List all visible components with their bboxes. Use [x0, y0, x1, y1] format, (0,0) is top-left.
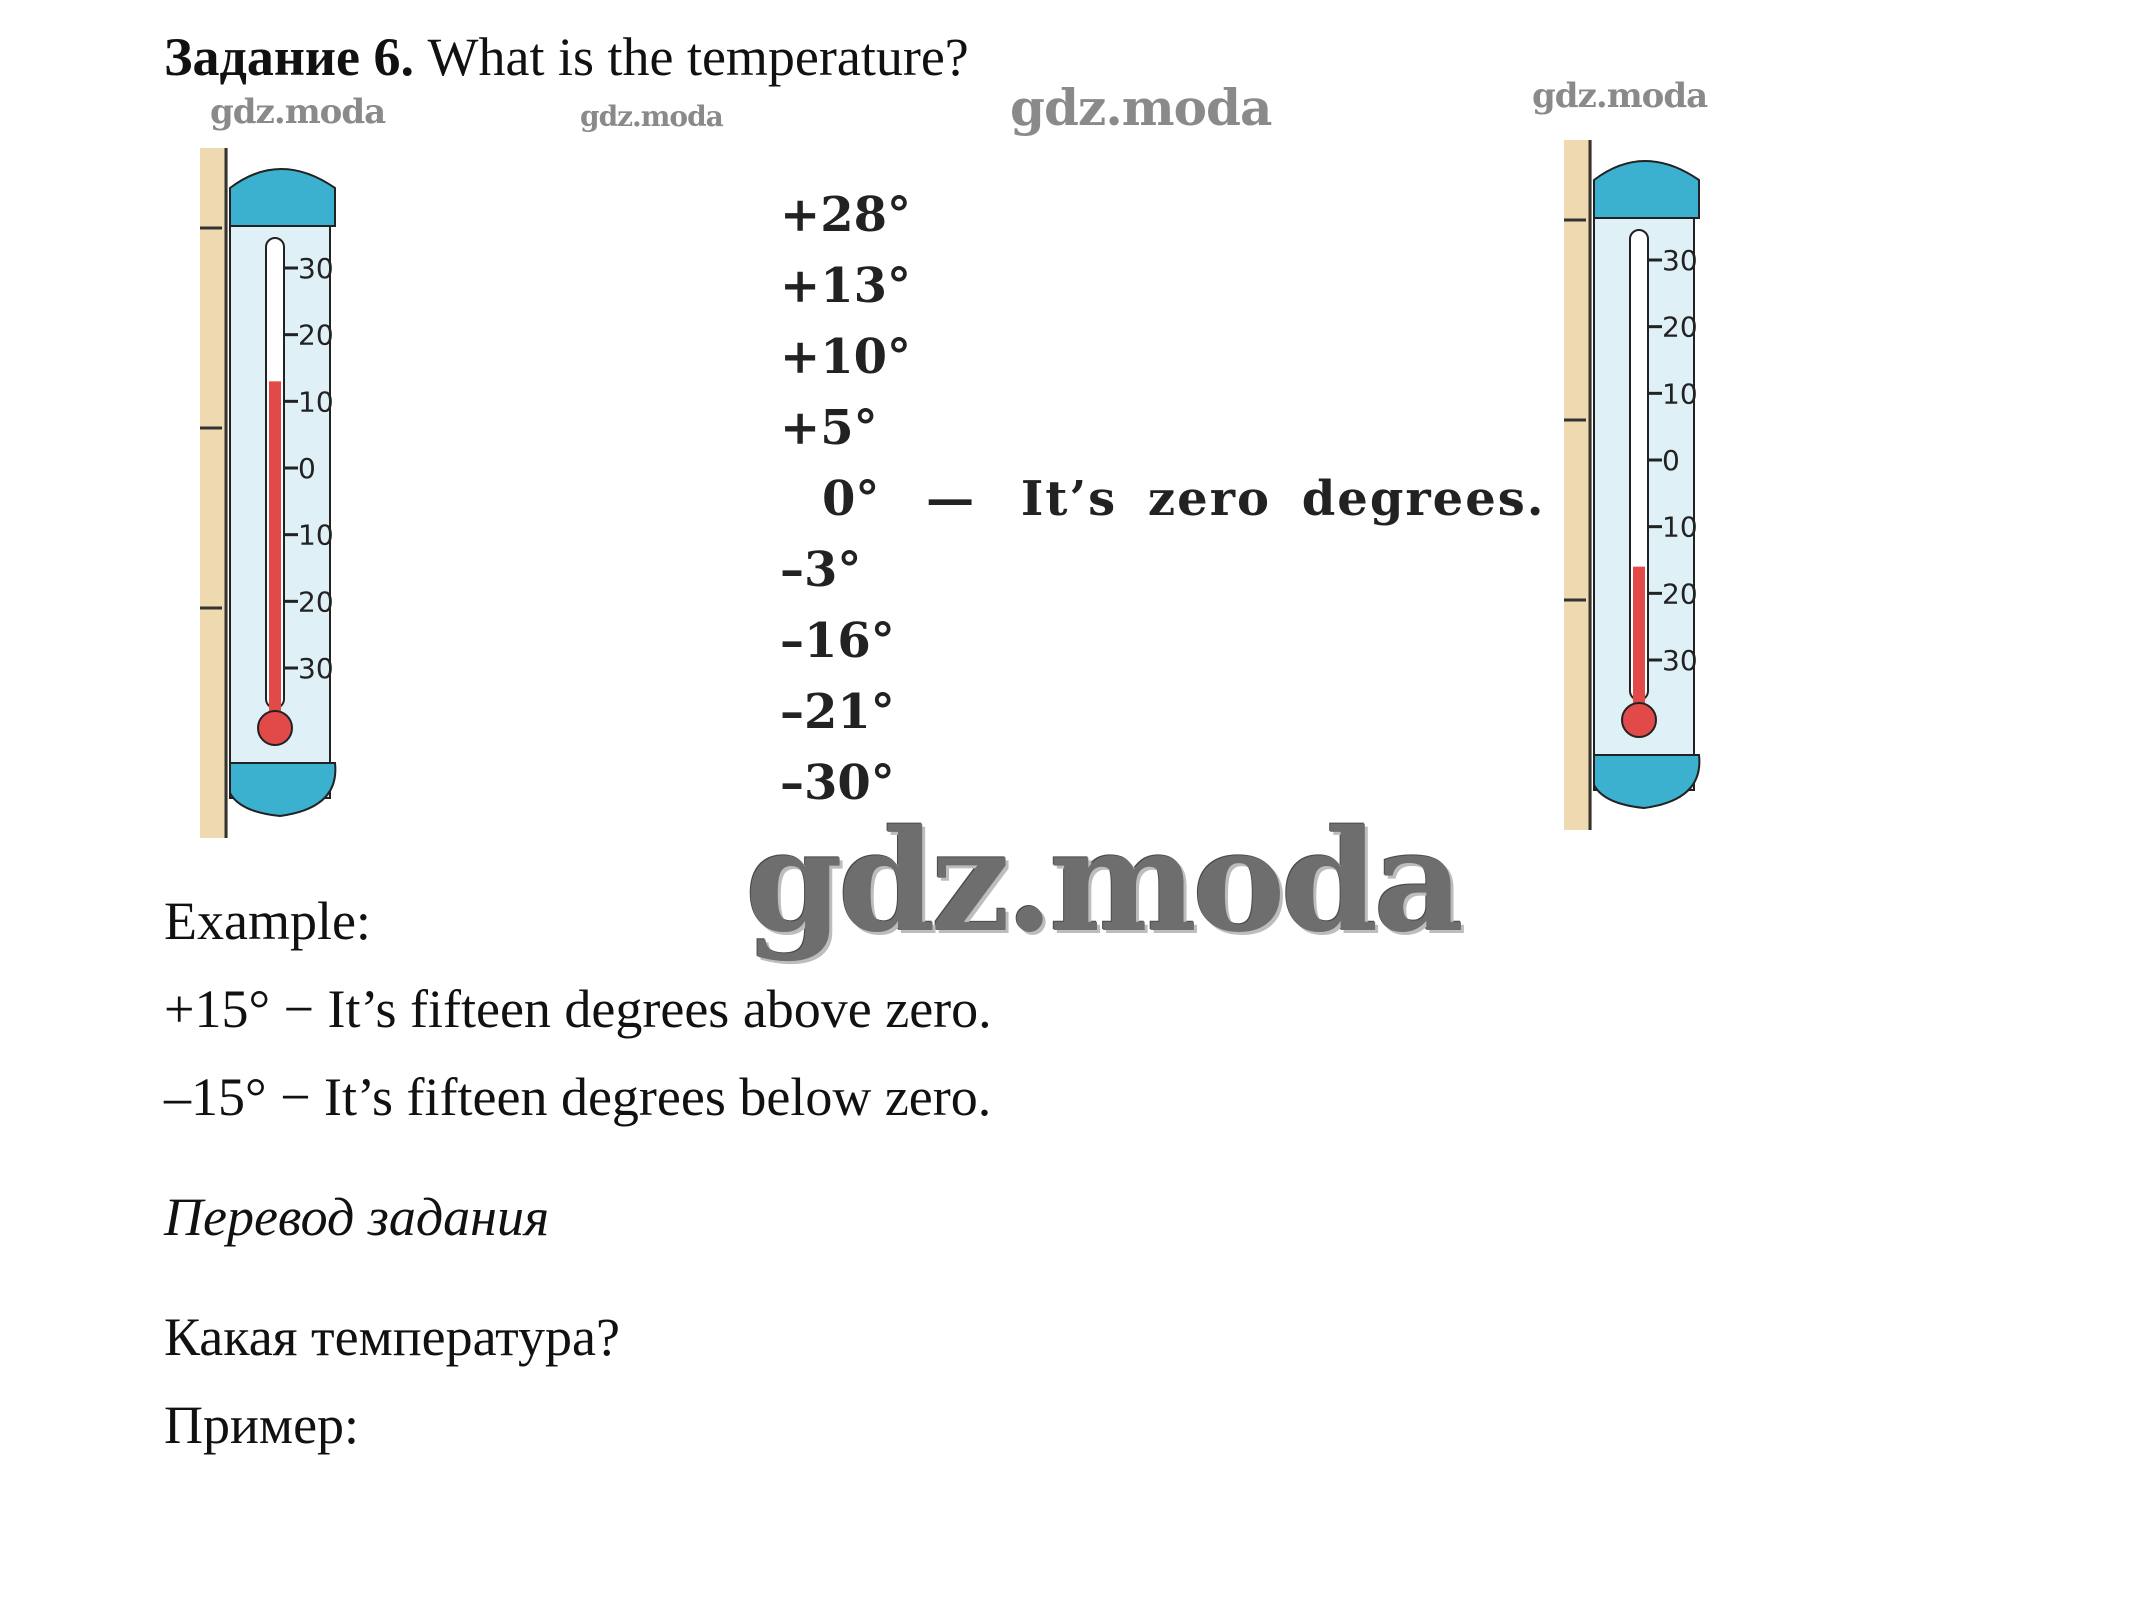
task-question: What is the temperature? [427, 27, 969, 87]
example-line-below: –15° − It’s fifteen degrees below zero. [164, 1067, 992, 1127]
temperature-item [780, 322, 1546, 393]
scale-label: 10 [298, 518, 334, 552]
thermometer-bottom-cap [230, 763, 335, 816]
temperature-item [780, 464, 1546, 535]
scale-label: 20 [1662, 577, 1698, 611]
temperature-value: –30° [780, 755, 895, 811]
thermometer-left [200, 148, 380, 838]
thermometer-top-cap [1594, 161, 1699, 218]
scale-label: 10 [298, 385, 334, 419]
thermometer-top-cap [230, 169, 335, 226]
temperature-item [780, 535, 1546, 606]
scale-label: 20 [298, 585, 334, 619]
temperature-list [780, 180, 1546, 819]
wooden-board [200, 148, 228, 838]
wooden-board [1564, 140, 1592, 830]
scale-label: 30 [1662, 244, 1698, 277]
temperature-value: +10° [780, 329, 912, 385]
translation-title: Перевод задания [164, 1187, 550, 1247]
mercury-column [269, 381, 281, 723]
scale-label: 10 [1662, 510, 1698, 544]
scale-label: 20 [298, 318, 334, 352]
thermometer-bottom-cap [1594, 755, 1699, 808]
translation-question: Какая температура? [164, 1307, 620, 1367]
watermark: gdz.moda [580, 100, 723, 133]
temperature-value: +28° [780, 187, 912, 243]
example-label: Example: [164, 891, 371, 951]
temperature-item [780, 251, 1546, 322]
temperature-value: 0° [822, 471, 880, 527]
thermometer-right [1564, 140, 1744, 830]
watermark: gdz.moda [1532, 76, 1708, 116]
watermark-large: gdz.moda [745, 800, 1460, 964]
example-line-above: +15° − It’s fifteen degrees above zero. [164, 979, 992, 1039]
translation-example-label: Пример: [164, 1395, 360, 1455]
mercury-column [1633, 567, 1645, 715]
scale-label: 10 [1662, 377, 1698, 411]
mercury-bulb [1622, 703, 1656, 737]
temperature-item [780, 393, 1546, 464]
temperature-item [780, 606, 1546, 677]
temperature-value: +5° [780, 400, 878, 456]
temperature-phrase: It’s zero degrees. [1020, 471, 1546, 527]
task-number: Задание 6. [164, 27, 415, 87]
temperature-item [780, 180, 1546, 251]
watermark: gdz.moda [210, 92, 386, 132]
scale-label: 0 [1662, 444, 1680, 477]
watermark: gdz.moda [1010, 78, 1272, 137]
temperature-value: –21° [780, 684, 895, 740]
temperature-value: +13° [780, 258, 912, 314]
dash: — [926, 471, 975, 527]
scale-label: 20 [1662, 310, 1698, 344]
scale-label: 30 [1662, 644, 1698, 677]
mercury-bulb [258, 711, 292, 745]
scale-label: 0 [298, 452, 316, 485]
task-title [164, 26, 969, 88]
temperature-value: –3° [780, 542, 862, 598]
temperature-item [780, 677, 1546, 748]
scale-label: 30 [298, 652, 334, 685]
temperature-value: –16° [780, 613, 895, 669]
scale-label: 30 [298, 252, 334, 285]
